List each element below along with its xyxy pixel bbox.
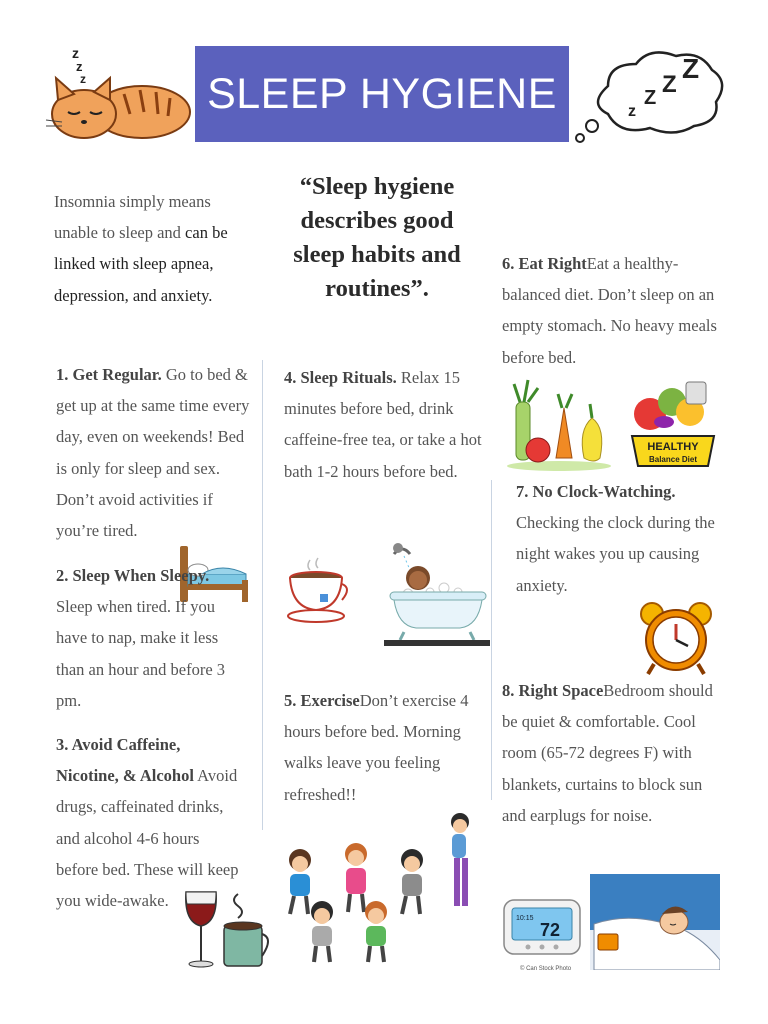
sleeping-person-illustration [590,874,720,970]
intro-paragraph [54,186,254,311]
tip-title: 2. Sleep When Sleepy. [56,566,210,585]
svg-text:z: z [80,72,86,86]
svg-text:z: z [628,103,636,120]
tip-body: Relax 15 minutes before bed, drink caffeine-free tea, or take a hot bath 1-2 hours before bed. [284,368,482,481]
title-banner [195,46,569,142]
svg-text:Z: Z [662,71,677,98]
tip-no-clock-watching [516,476,716,601]
tip-title: 3. Avoid Caffeine, Nicotine, & Alcohol [56,735,194,786]
healthy-label-1: HEALTHY [647,441,699,453]
intro-text-dark: can be linked with sleep apnea, depression, and anxiety. [54,223,228,305]
tip-title: 4. Sleep Rituals. [284,368,397,387]
exercise-kids-illustration [278,808,482,968]
tip-sleep-when-sleepy [56,560,236,716]
tip-right-space [502,675,717,831]
column-divider-left [262,360,263,830]
tip-title: 6. Eat Right [502,254,587,273]
svg-text:z: z [76,59,83,74]
tip-title: 8. Right Space [502,681,604,700]
tip-body: Eat a healthy-balanced diet. Don’t sleep on an empty stomach. No heavy meals before bed. [502,254,717,367]
zzz-cloud-illustration [568,44,728,144]
tip-body: Checking the clock during the night wakes you up causing anxiety. [516,513,715,595]
tip-eat-right [502,248,717,373]
tip-body: Don’t exercise 4 hours before bed. Morning walks leave you feeling refreshed!! [284,691,469,804]
page-title: SLEEP HYGIENE [207,69,557,118]
vegetables-illustration [504,378,614,472]
tip-body: Go to bed & get up at the same time every day, even on weekends! Bed is only for sleep and sex. Don’t avoid activities if you’re tired. [56,365,250,541]
column-divider-right [491,480,492,800]
svg-text:z: z [72,45,79,61]
wine-and-coffee-illustration [180,886,270,972]
tip-exercise [284,685,484,810]
sleeping-cat-illustration [44,44,194,144]
thermostat-credit: © Can Stock Photo [520,966,572,972]
thermostat-temp: 72 [540,920,561,940]
bathtub-illustration [384,540,490,646]
tea-cup-icon [286,556,352,628]
thermostat-illustration [500,896,586,974]
tip-body: Avoid drugs, caffeinated drinks, and alcohol 4-6 hours before bed. These will keep you wide-awake. [56,766,239,911]
tip-title: 5. Exercise [284,691,360,710]
alarm-clock-icon [638,600,714,676]
healthy-label-2: Balance Diet [648,455,698,464]
tip-sleep-rituals [284,362,484,487]
svg-text:Z: Z [644,87,657,109]
tip-body: Sleep when tired. If you have to nap, make it less than an hour and before 3 pm. [56,597,226,710]
thermostat-time: 10:15 [516,915,534,922]
tip-body: Bedroom should be quiet & comfortable. Cool room (65-72 degrees F) with blankets, curtains to block sun and earplugs for noise. [502,681,713,825]
svg-text:Z: Z [682,53,700,84]
tip-get-regular [56,359,256,546]
intro-text-gray: Insomnia simply means unable to sleep and [54,192,211,243]
healthy-diet-illustration [628,378,718,468]
tip-title: 1. Get Regular. [56,365,162,384]
quote-text: “Sleep hygiene describes good sleep habits and routines”. [293,173,461,302]
tip-title: 7. No Clock-Watching. [516,482,676,501]
